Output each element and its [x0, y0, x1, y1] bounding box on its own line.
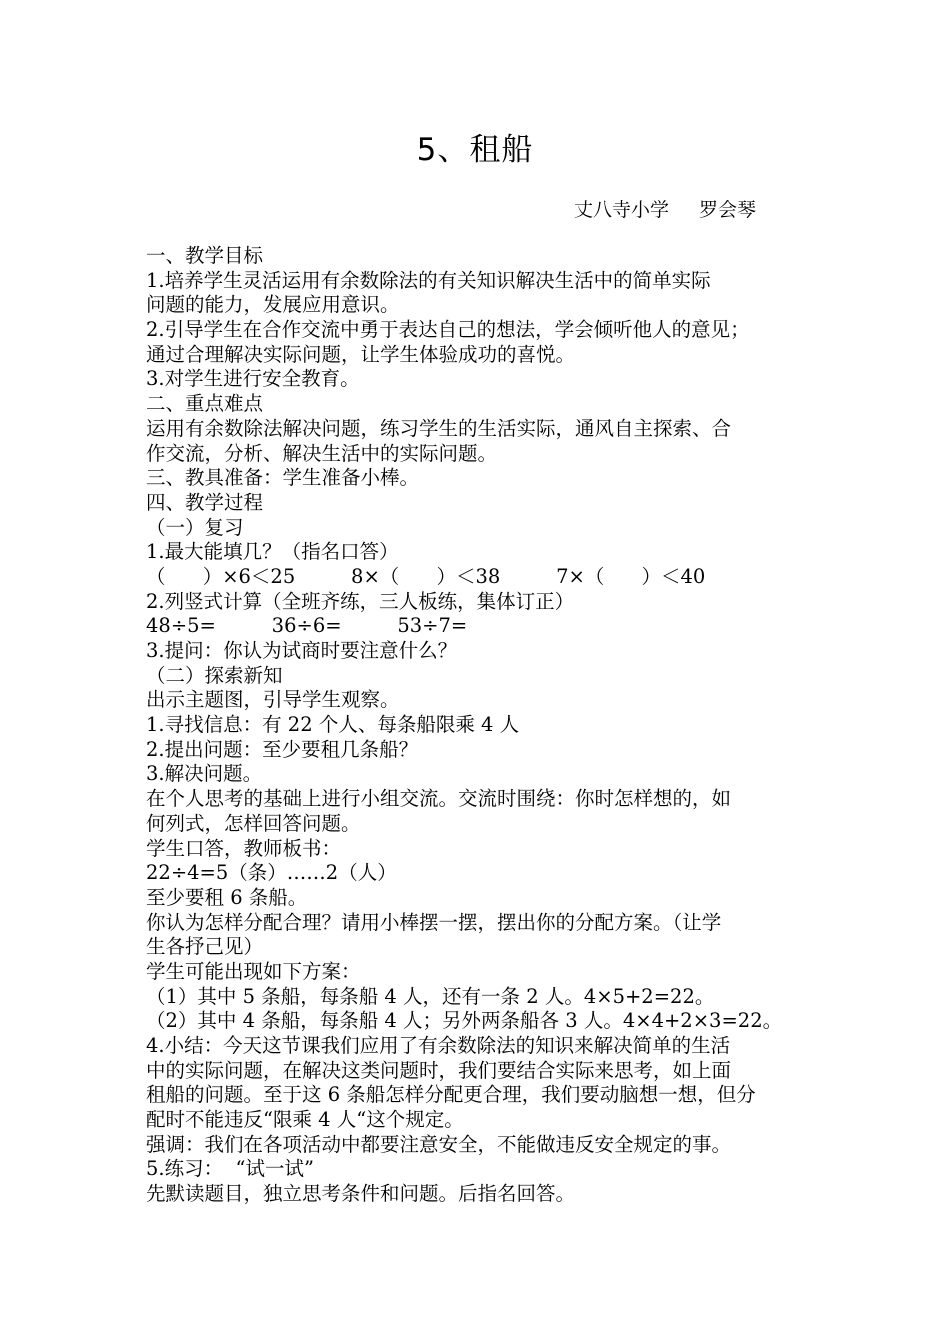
text-line: 四、教学过程 — [146, 490, 264, 514]
text-line: 生各抒己见） — [146, 935, 264, 959]
author-school: 丈八寺小学 — [574, 199, 670, 221]
text-line: 4.小结：今天这节课我们应用了有余数除法的知识来解决简单的生活 — [146, 1034, 731, 1057]
text-line: 租船的问题。至于这 6 条船怎样分配更合理，我们要动脑想一想，但分 — [146, 1083, 756, 1107]
text-line: 3.提问：你认为试商时要注意什么？ — [146, 639, 458, 662]
text-line: 先默读题目，独立思考条件和问题。后指名回答。 — [146, 1182, 576, 1206]
text-line: 何列式，怎样回答问题。 — [146, 811, 361, 835]
text-line: 2.列竖式计算（全班齐练，三人板练，集体订正） — [146, 589, 575, 613]
text-line: 1.最大能填几？（指名口答） — [146, 540, 399, 564]
text-line: 学生口答，教师板书： — [146, 836, 342, 860]
text-line: 1.培养学生灵活运用有余数除法的有关知识解决生活中的简单实际 — [146, 268, 711, 292]
text-line: 22÷4=5（条）……2（人） — [146, 861, 397, 885]
text-line: 在个人思考的基础上进行小组交流。交流时围绕：你时怎样想的，如 — [146, 787, 732, 811]
document-title: 5、租船 — [416, 132, 534, 168]
text-line: 一、教学目标 — [146, 244, 264, 267]
author-line — [574, 198, 756, 222]
text-line: 出示主题图，引导学生观察。 — [146, 688, 400, 712]
text-line: 至少要租 6 条船。 — [146, 885, 308, 909]
text-line: 3.解决问题。 — [146, 762, 263, 786]
text-line: 作交流，分析、解决生活中的实际问题。 — [146, 441, 498, 465]
text-line: （一）复习 — [146, 515, 244, 539]
text-line: （1）其中 5 条船，每条船 4 人，还有一条 2 人。4×5+2=22。 — [146, 984, 715, 1008]
text-line: 强调：我们在各项活动中都要注意安全，不能做违反安全规定的事。 — [146, 1132, 732, 1156]
text-line: 2.提出问题：至少要租几条船？ — [146, 737, 419, 761]
text-line: 中的实际问题，在解决这类问题时，我们要结合实际来思考，如上面 — [146, 1058, 732, 1082]
text-line: 你认为怎样分配合理？请用小棒摆一摆，摆出你的分配方案。（让学 — [146, 910, 722, 934]
text-line: 1.寻找信息：有 22 个人、每条船限乘 4 人 — [146, 713, 520, 737]
text-line: 48÷5= 36÷6= 53÷7= — [146, 614, 468, 638]
text-line: （2）其中 4 条船，每条船 4 人；另外两条船各 3 人。4×4+2×3=22。 — [146, 1009, 783, 1033]
text-line: （ ）×6＜25 8×（ ）＜38 7×（ ）＜40 — [146, 564, 706, 588]
text-line: 2.引导学生在合作交流中勇于表达自己的想法，学会倾听他人的意见； — [146, 318, 750, 342]
text-line: （二）探索新知 — [146, 663, 283, 687]
text-line: 3.对学生进行安全教育。 — [146, 367, 360, 391]
text-line: 学生可能出现如下方案： — [146, 959, 361, 983]
text-line: 5.练习： “试一试” — [146, 1157, 314, 1181]
document-body — [146, 244, 826, 1207]
text-line: 问题的能力，发展应用意识。 — [146, 293, 400, 317]
text-line: 运用有余数除法解决问题，练习学生的生活实际，通风自主探索、合 — [146, 416, 732, 440]
author-name: 罗会琴 — [699, 199, 757, 221]
text-line: 二、重点难点 — [146, 392, 264, 416]
text-line: 通过合理解决实际问题，让学生体验成功的喜悦。 — [146, 342, 576, 366]
text-line: 配时不能违反“限乘 4 人“这个规定。 — [146, 1108, 464, 1132]
text-line: 三、教具准备：学生准备小棒。 — [146, 466, 420, 490]
